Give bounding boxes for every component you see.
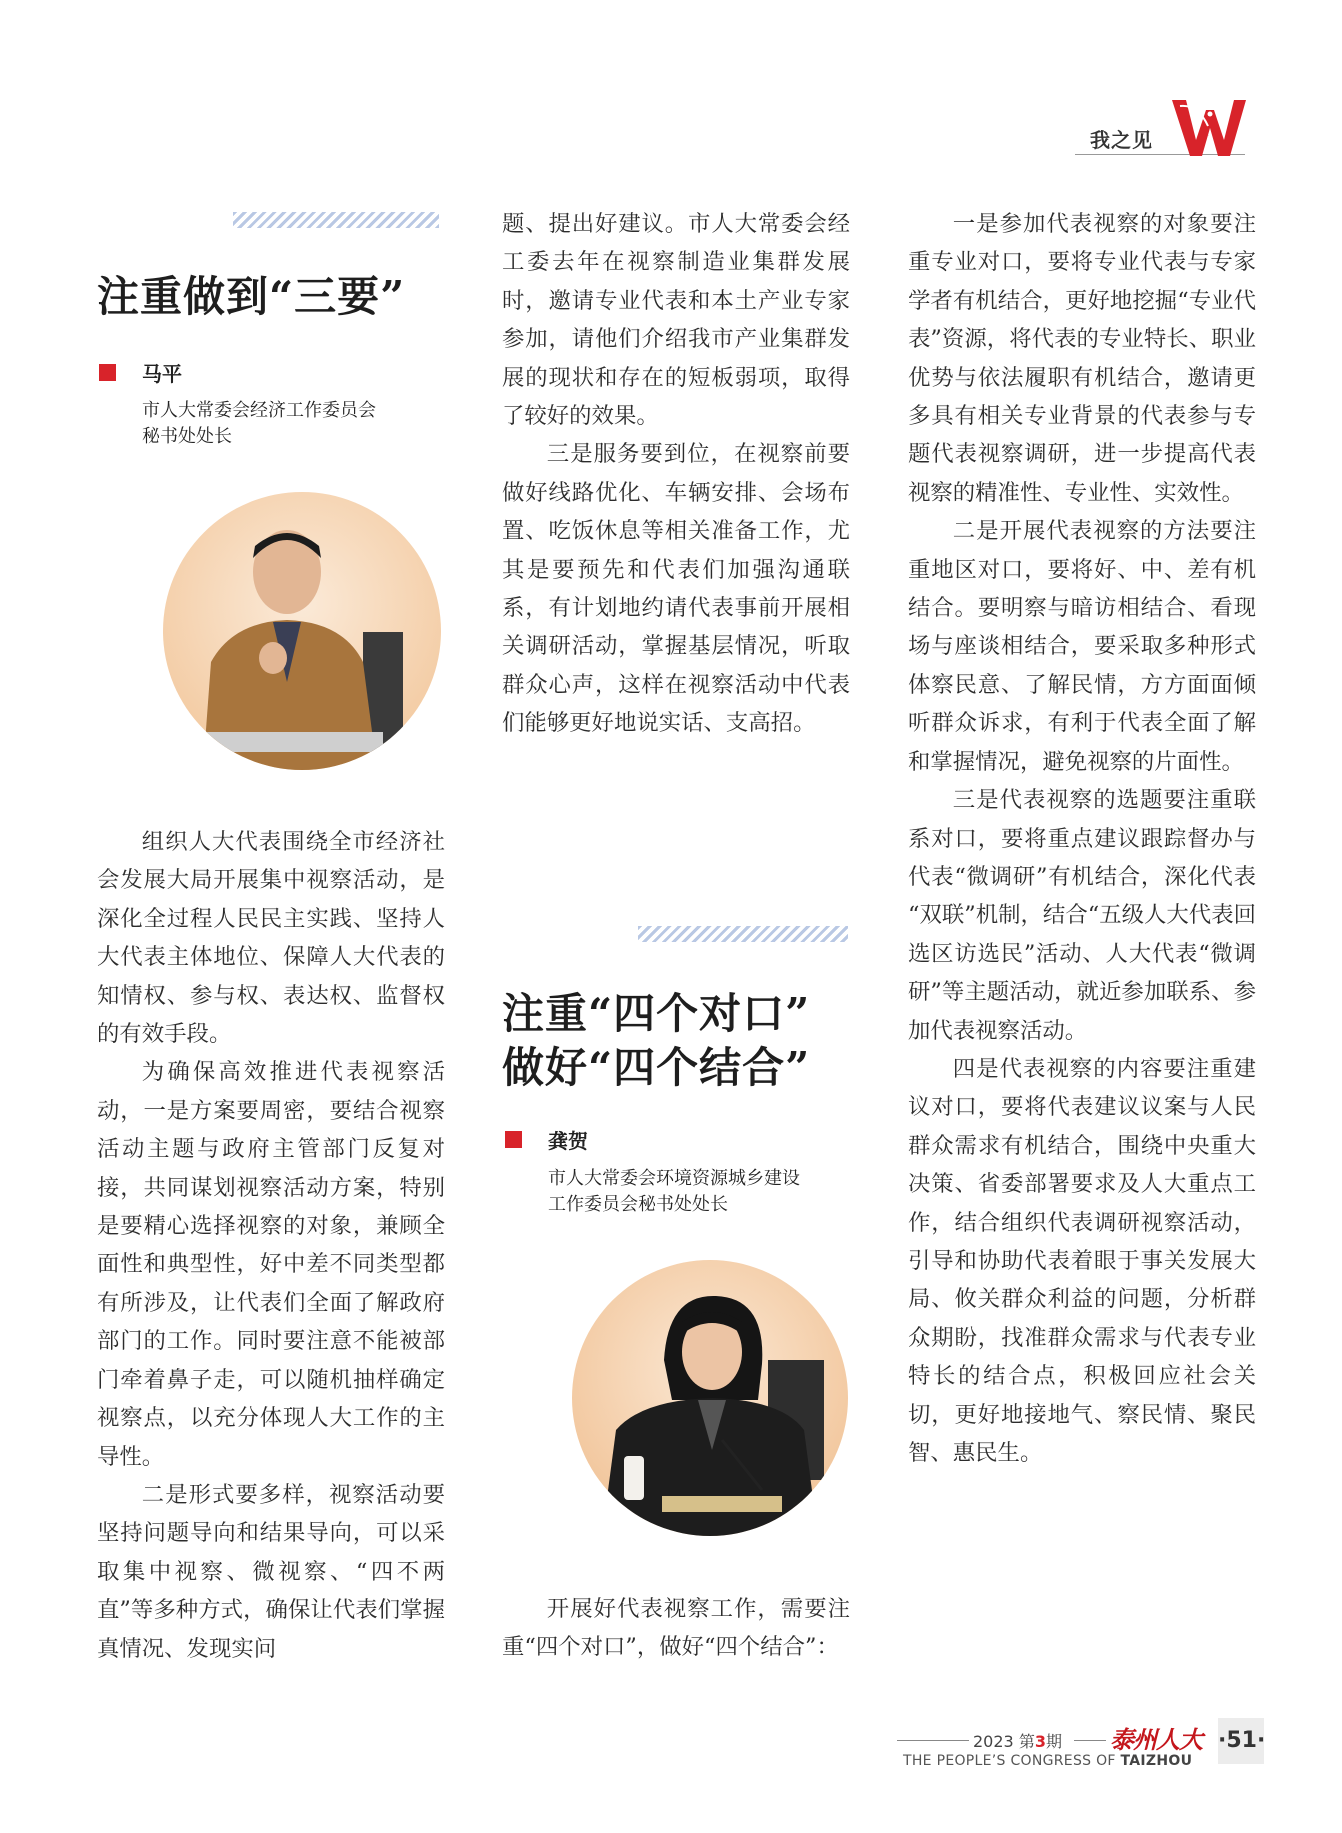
decorative-stripe bbox=[638, 926, 848, 942]
magazine-english-name: THE PEOPLE’S CONGRESS OF TAIZHOU bbox=[903, 1753, 1193, 1769]
portrait-photo-author2 bbox=[572, 1260, 848, 1536]
decorative-stripe bbox=[233, 212, 439, 228]
magazine-name: 泰州人大 bbox=[1110, 1725, 1202, 1754]
w-logo bbox=[1168, 96, 1248, 160]
footer-rule bbox=[897, 1740, 969, 1741]
page-number: ·51· bbox=[1218, 1718, 1264, 1764]
article1-title: 注重做到“三要” bbox=[97, 272, 406, 321]
paragraph: 三是代表视察的选题要注重联系对口，要将重点建议跟踪督办与代表“微调研”有机结合，深化代表 “双联”机制，结合“五级人大代表回选区访选民”活动、人大代表“微调研”等主题活动，就近参加联系、参加代表视察活动。 bbox=[908, 787, 1256, 1044]
paragraph: 开展好代表视察工作，需要注重“四个对口”，做好“四个结合”： bbox=[502, 1596, 850, 1661]
article1-column-middle bbox=[502, 205, 850, 743]
paragraph: 为确保高效推进代表视察活动，一是方案要周密，要结合视察活动主题与政府主管部门反复对接，共同谋划视察活动方案，特别是要精心选择视察的对象，兼顾全面性和典型性，好中差不同类型都有所涉及，让代表们全面了解政府部门的工作。同时要注意不能被部门牵着鼻子走，可以随机抽样确定视察点，以充分体现人大工作的主导性。 bbox=[97, 1059, 445, 1470]
logo-letter: W bbox=[1208, 136, 1210, 137]
issue-info: 2023 第3期 bbox=[973, 1732, 1062, 1751]
paragraph: 三是服务要到位，在视察前要做好线路优化、车辆安排、会场布置、吃饭休息等相关准备工作，尤其是要预先和代表们加强沟通联系，有计划地约请代表事前开展相关调研活动，掌握基层情况，听取群众心声，这样在视察活动中代表们能够更好地说实话、支高招。 bbox=[502, 441, 850, 737]
paragraph: 一是参加代表视察的对象要注重专业对口，要将专业代表与专家学者有机结合，更好地挖掘“专业代表”资源，将代表的专业特长、职业优势与依法履职有机结合，邀请更多具有相关专业背景的代表参与专题代表视察调研，进一步提高代表视察的精准性、专业性、实效性。 bbox=[908, 211, 1256, 506]
paragraph: 二是开展代表视察的方法要注重地区对口，要将好、中、差有机结合。要明察与暗访相结合、看现场与座谈相结合，要采取多种形式体察民意、了解民情，方方面面倾听群众诉求，有利于代表全面了解和掌握情况，避免视察的片面性。 bbox=[908, 518, 1256, 775]
article2-column-right bbox=[908, 205, 1256, 1472]
article2-column-middle bbox=[502, 1590, 850, 1667]
article2-title: 注重“四个对口” 做好“四个结合” bbox=[502, 989, 811, 1092]
paragraph: 组织人大代表围绕全市经济社会发展大局开展集中视察活动，是深化全过程人民民主实践、坚持人大代表主体地位、保障人大代表的知情权、参与权、表达权、监督权的有效手段。 bbox=[97, 829, 445, 1048]
article1-column-left bbox=[97, 823, 445, 1668]
author-mark bbox=[99, 364, 116, 381]
article1-author-title: 市人大常委会经济工作委员会 秘书处处长 bbox=[142, 400, 376, 447]
paragraph: 题、提出好建议。市人大常委会经工委去年在视察制造业集群发展时，邀请专业代表和本土产业专家参加，请他们介绍我市产业集群发展的现状和存在的短板弱项，取得了较好的效果。 bbox=[502, 211, 850, 430]
footer-rule bbox=[1074, 1740, 1106, 1741]
article1-author-name: 马平 bbox=[142, 362, 182, 386]
section-tag: 我之见 bbox=[1090, 128, 1153, 152]
author-mark bbox=[505, 1131, 522, 1148]
portrait-photo-author1 bbox=[163, 492, 441, 770]
paragraph: 二是形式要多样，视察活动要坚持问题导向和结果导向，可以采取集中视察、微视察、“四不两直”等多种方式，确保让代表们掌握真情况、发现实问 bbox=[97, 1481, 445, 1662]
article2-author-title: 市人大常委会环境资源城乡建设 工作委员会秘书处处长 bbox=[548, 1168, 800, 1215]
paragraph: 四是代表视察的内容要注重建议对口，要将代表建议议案与人民群众需求有机结合，围绕中央重大决策、省委部署要求及人大重点工作，结合组织代表调研视察活动，引导和协助代表着眼于事关发展大局、攸关群众利益的问题，分析群众期盼，找准群众需求与代表专业特长的结合点，积极回应社会关切，更好地接地气、察民情、聚民智、惠民生。 bbox=[908, 1055, 1256, 1466]
article2-author-name: 龚贺 bbox=[548, 1129, 588, 1153]
